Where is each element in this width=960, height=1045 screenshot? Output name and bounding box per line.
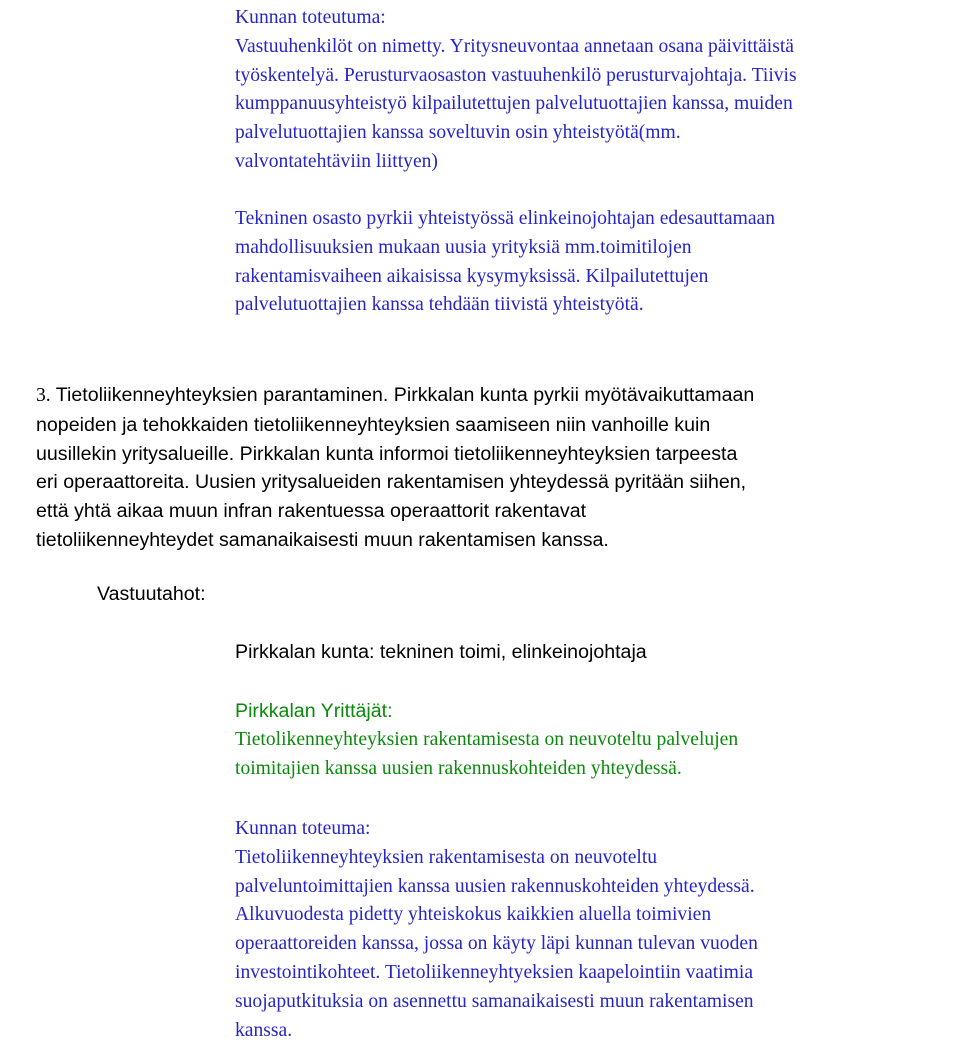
paragraph-line: palveluntoimittajien kanssa uusien rakennuskohteiden yhteydessä. [235,875,755,897]
paragraph-line: palvelutuottajien kanssa tehdään tiivistä yhteistyötä. [235,294,644,316]
item-number: 3. [36,385,51,406]
paragraph-line: palvelutuottajien kanssa soveltuvin osin yhteistyötä(mm. [235,122,681,144]
paragraph-line: rakentamisvaiheen aikaisissa kysymyksissä. Kilpailutettujen [235,265,709,287]
section-heading: Kunnan toteuma: [235,818,371,839]
paragraph-line: työskentelyä. Perusturvaosaston vastuuhenkilö perusturvajohtaja. Tiivis [235,64,797,86]
paragraph-line: kumppanuusyhteistyö kilpailutettujen palvelutuottajien kanssa, muiden [235,93,793,115]
paragraph-line: uusillekin yritysalueille. Pirkkalan kunta informoi tietoliikenneyhteyksien tarpeesta [36,442,738,465]
kunnan-toteuma-section [235,815,758,1045]
paragraph-line: eri operaattoreita. Uusien yritysalueiden rakentamisen yhteydessä pyritään siihen, [36,471,747,494]
paragraph-line: Tietolikenneyhteyksien rakentamisesta on neuvoteltu palvelujen [235,728,739,750]
pirkkalan-kunta-responsible [235,638,647,667]
section-heading: Kunnan toteutuma: [235,7,386,28]
paragraph-line: investointikohteet. Tietoliikenneyhtyeksien kaapelointiin vaatimia [235,961,754,983]
paragraph-line: operaattoreiden kanssa, jossa on käyty läpi kunnan tulevan vuoden [235,933,758,955]
paragraph-line: että yhtä aikaa muun infran rakentuessa operaattorit rakentavat [36,500,587,523]
paragraph-line: Tekninen osasto pyrkii yhteistyössä elinkeinojohtajan edesauttamaan [235,208,776,229]
paragraph-line: Pirkkalan kunta: tekninen toimi, elinkeinojohtaja [235,641,647,663]
pirkkalan-yrittajat-section [235,697,738,783]
vastuutahot-label [97,580,206,609]
paragraph-line: suojaputkituksia on asennettu samanaikaisesti muun rakentamisen [235,990,754,1012]
label-text: Vastuutahot: [97,583,206,605]
paragraph-line: tietoliikenneyhteydet samanaikaisesti muun rakentamisen kanssa. [36,528,609,551]
paragraph-line: valvontatehtäviin liittyen) [235,150,438,172]
paragraph-line: Tietoliikenneyhteyksien rakentamisesta on neuvoteltu [235,846,658,868]
kunnan-toteutuma-section [235,4,797,177]
paragraph-line: mahdollisuuksien mukaan uusia yrityksiä mm.toimitilojen [235,236,692,258]
item-first-line [36,381,754,411]
tekninen-osasto-paragraph [235,205,775,320]
paragraph-line: Vastuuhenkilöt on nimetty. Yritysneuvontaa annetaan osana päivittäistä [235,35,795,57]
paragraph-line: Alkuvuodesta pidetty yhteiskokus kaikkien aluella toimivien [235,904,712,926]
paragraph-line: Tietoliikenneyhteyksien parantaminen. Pirkkalan kunta pyrkii myötävaikuttamaan [55,384,755,406]
section-heading: Pirkkalan Yrittäjät: [235,700,393,722]
paragraph-line: toimitajien kanssa uusien rakennuskohteiden yhteydessä. [235,757,682,779]
numbered-item-3 [36,381,754,555]
paragraph-line: nopeiden ja tehokkaiden tietoliikenneyhteyksien saamiseen niin vanhoille kuin [36,413,711,436]
paragraph-line: kanssa. [235,1019,293,1041]
